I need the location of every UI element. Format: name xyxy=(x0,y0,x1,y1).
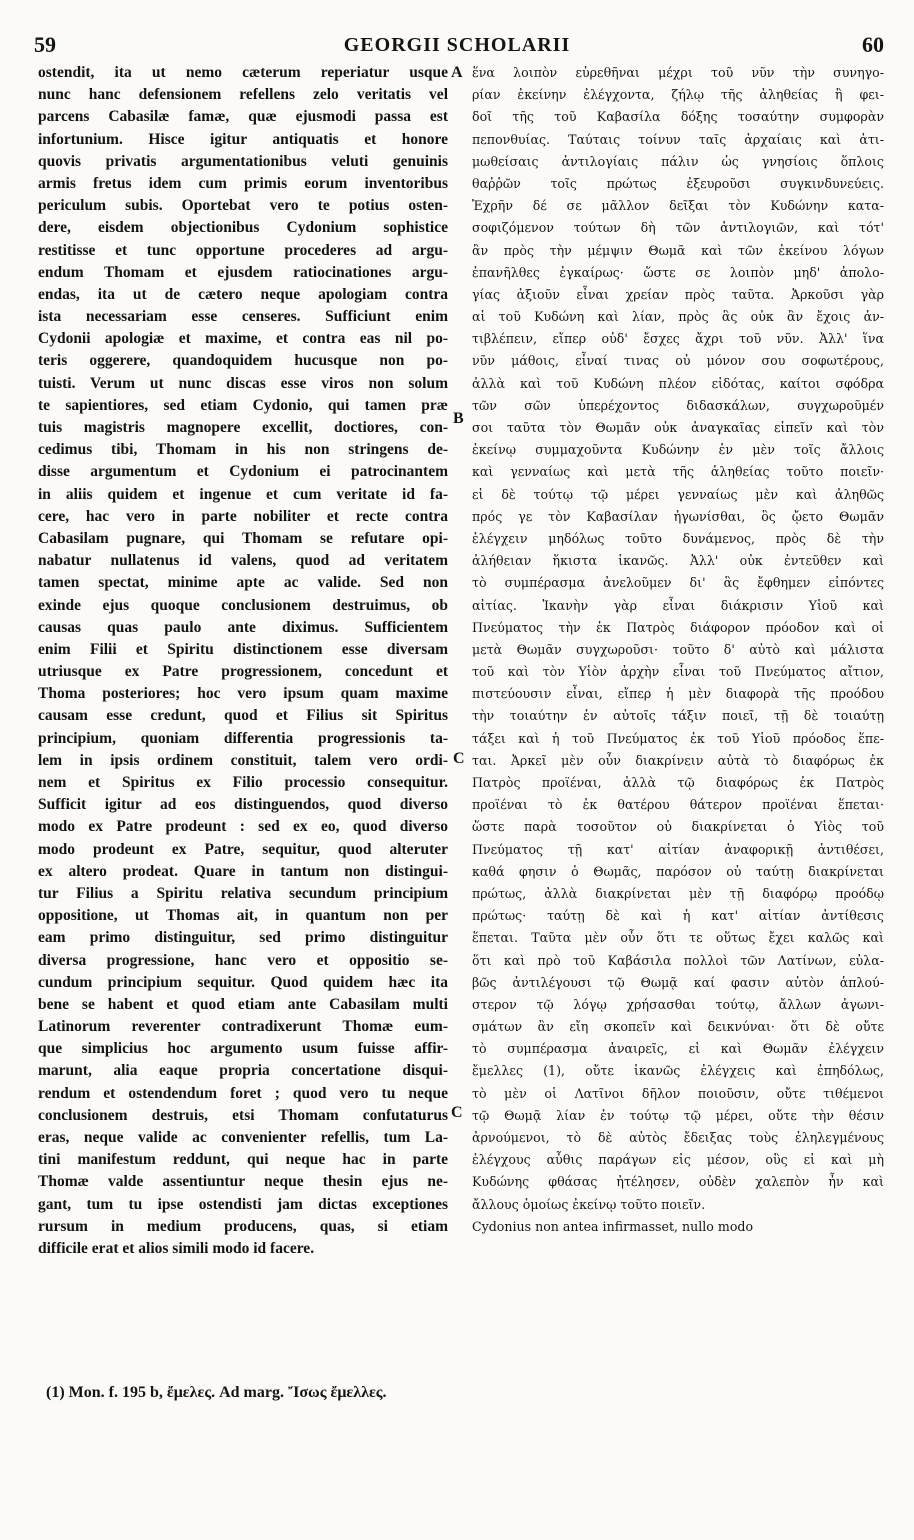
latin-text-line: ostendit, ita ut nemo cæterum reperiatur usque xyxy=(38,64,448,81)
greek-text-line: νῦν μάθοις, εἶναί τινας οὐ μόνον σου σοφωτέρους, xyxy=(472,353,884,369)
greek-text-line: ἂν πρὸς τὴν μέμψιν Θωμᾶ καὶ τῶν ἐκείνου λόγων xyxy=(472,242,884,258)
greek-text-line: ἐκείνῳ συμμαχοῦντα Κυδώνην ἐν μὲν τοῖς ἄλλοις xyxy=(472,442,884,458)
latin-text-line: disse argumentum et Cydonium ei patrocinantem xyxy=(38,463,448,481)
greek-text-line: βῶς ἀντιλέγουσι τῷ Θωμᾷ καί φασιν αὐτὸν ἁπλού- xyxy=(472,974,884,990)
greek-text-line: αἱ τοῦ Κυδώνη καὶ λίαν, πρὸς ἃς οὐκ ἂν ἔχοις ἀν- xyxy=(472,309,884,325)
latin-text-line: tur Filius a Spiritu relativa secundum principium xyxy=(38,884,448,902)
latin-text-line: que simplicius hoc argumento usum fuisse affir- xyxy=(38,1040,448,1058)
latin-text-line: cundum principium sequitur. Quod quidem hæc ita xyxy=(38,973,448,991)
latin-text-line: enim Filii et Spiritu distinctionem esse diversam xyxy=(38,640,448,658)
greek-text-line: Πατρὸς προϊέναι, ἀλλὰ τῷ διαφόρως ἐκ Πατρὸς xyxy=(472,775,884,790)
page-number-right: 60 xyxy=(862,32,884,57)
greek-text-line: προϊέναι τὸ ἐκ θατέρου θάτερον προϊέναι ἕπεται· xyxy=(472,797,884,813)
greek-text-line: πρώτως, ἀλλὰ διακρίνεται μὲν τῇ διαφόρῳ προόδῳ xyxy=(472,885,884,901)
greek-text-line: σμάτων ἂν εἴη σκοπεῖν καὶ δεικνύναι· ὅτι δὲ οὔτε xyxy=(472,1019,884,1035)
latin-text-line: bene se habent et quod etiam ante Cabasilam multi xyxy=(38,995,448,1013)
greek-text-line: τοῦ καὶ τὸν Υἱὸν ἀρχὴν εἶναι τοῦ Πνεύματος αἴτιον, xyxy=(472,664,884,680)
greek-text-line: ἐλέγχειν μηδόλως τοῦτο δυνάμενος, πρὸς δὲ τὴν xyxy=(472,530,884,546)
latin-text-line: causam esse credunt, quod et Filius sit Spiritus xyxy=(38,707,448,725)
latin-text-line: ex altero prodeat. Quare in tantum non distingui- xyxy=(38,862,448,880)
greek-text-line: θαῤῥῶν τοῖς πρώτως ἐξευροῦσι συγκινδυνεύεις. xyxy=(472,175,884,191)
greek-text-line: στερον τῷ λόγῳ χρήσασθαι τούτῳ, ἄλλων ἀγωνι- xyxy=(472,996,884,1012)
latin-text-line: rendum et ostendendum foret ; quod vero tu neque xyxy=(38,1084,448,1102)
latin-text-line: Sufficit igitur ad eos distinguendos, quod diverso xyxy=(38,796,448,814)
latin-text-line: exinde ejus quoque conclusionem destruimus, ob xyxy=(38,596,448,614)
margin-marker-c-second: C xyxy=(451,1104,463,1121)
latin-text-line: tini manifestum reddunt, qui neque hac in parte xyxy=(38,1151,448,1169)
latin-text-line: causas quas paulo ante diximus. Sufficientem xyxy=(38,618,448,636)
greek-text-line: τὴν τοιαύτην ἐν αὐτοῖς τάξιν ποιεῖ, τῇ δὲ τοιαύτῃ xyxy=(472,708,884,724)
latin-text-line: modo ex Patre prodeunt : sed ex eo, quod diverso xyxy=(38,818,448,836)
latin-text-line: tamen spectat, minime apte ac valide. Sed non xyxy=(38,574,448,592)
latin-text-line: nunc hanc defensionem refellens zelo veritatis vel xyxy=(38,86,448,104)
greek-text-line: ὅτι καὶ πρὸ τοῦ Καβάσιλα πολλοὶ τῶν Λατίνων, εὐλα- xyxy=(472,952,884,968)
latin-text-line: lem in ipsis ordinem constituit, talem vero ordi- xyxy=(38,751,448,769)
greek-text-line: Πνεύματος τῇ κατ' αἰτίαν ἀναφορικῇ ἀντιθέσει, xyxy=(472,841,884,857)
greek-text-line: ται. Ἀρκεῖ μὲν οὖν διακρίνειν αὐτὰ τὸ διαφόρως ἐκ xyxy=(472,752,884,768)
latin-text-line: infortunium. Hisce igitur antiquatis et honore xyxy=(38,130,448,148)
latin-text-line: nem et Spiritus ex Filio processio consequitur. xyxy=(38,774,448,791)
latin-text-line: eam primo distinguitur, sed primo distinguitur xyxy=(38,929,448,947)
greek-text-line: τὸ συμπέρασμα ἀνελοῦμεν δι' ἃς ἔφθημεν εἰπόντες xyxy=(472,575,884,591)
greek-text-line: ἀρνούμενοι, τὸ δὲ αὐτὸς ἔδειξας τοὺς ἐληλεγμένους xyxy=(472,1130,884,1145)
footnote: (1) Mon. f. 195 b, ἔμελες. Ad marg. Ἴσως ἔμελλες. xyxy=(46,1384,387,1401)
greek-text-line: ἔμελλες (1), οὔτε ἱκανῶς ἐλέγχεις καὶ ἐπηδόλως, xyxy=(472,1063,884,1079)
latin-text-line: Thomæ valde assentiuntur neque thesin ejus ne- xyxy=(38,1173,448,1191)
greek-text-line: τὸ μὲν οἱ Λατῖνοι δῆλον ποιοῦσιν, οὔτε τιθέμενοι xyxy=(472,1085,884,1101)
latin-text-line: eras, neque valide ac convenienter refellis, tum La- xyxy=(38,1129,448,1146)
greek-text-line: αἰτίας. Ἱκανὴν γὰρ εἶναι διάκρισιν Υἱοῦ καὶ xyxy=(472,597,884,613)
greek-text-line: πεπονθυίας. Ταύταις τοίνυν ταῖς ἀρχαίαις καὶ ἀτι- xyxy=(472,131,884,147)
latin-text-line: difficile erat et alios simili modo id facere. xyxy=(38,1239,315,1257)
latin-text-line: rursum in medium producens, quas, si etiam xyxy=(38,1217,448,1235)
greek-text-line: ἐπανῆλθες ἐγκαίρως· ὥστε σε λοιπὸν μηδ' ἀπολο- xyxy=(472,264,884,280)
latin-text-line: tuis magistris magnopere excellit, doctiores, con- xyxy=(38,419,448,436)
latin-text-line: nabatur nullatenus id valens, quod ad veritatem xyxy=(38,552,448,570)
latin-text-line: Cabasilam pugnare, qui Thomam se refutare opi- xyxy=(38,529,448,547)
greek-text-line: Πνεύματος τὴν ἐκ Πατρὸς διάφορον πρόοδον καὶ οἱ xyxy=(472,619,884,635)
latin-text-line: dere, eisdem objectionibus Cydonium sophistice xyxy=(38,219,448,237)
latin-text-line: gant, tum tu ipse ostendisti jam dictas exceptiones xyxy=(38,1195,448,1213)
greek-text-line: ἀλήθειαν ἥκιστα ἱκανῶς. Ἀλλ' οὐκ ἐντεῦθεν καὶ xyxy=(472,553,884,569)
latin-text-line: quovis privatis argumentationibus veluti genuinis xyxy=(38,152,448,170)
greek-column xyxy=(472,62,884,1238)
latin-column xyxy=(38,62,448,1260)
latin-text-line: utriusque ex Patre progressionem, concedunt et xyxy=(38,663,448,681)
greek-text-line: ἐλέγχους αὖθις παράγων εἰς μέσον, οὓς εἰ καὶ μὴ xyxy=(472,1152,884,1168)
latin-text-line: Latinorum reverenter contradixerunt Thomæ eum- xyxy=(38,1018,448,1036)
greek-text-line: ἕνα λοιπὸν εὑρεθῆναι μέχρι τοῦ νῦν τὴν συνηγο- xyxy=(472,65,884,80)
greek-text-line: ρίαν ἐκείνην ἐλέγχοντα, ζήλῳ τῆς ἀληθείας ἢ φει- xyxy=(472,87,884,103)
greek-text-line: Cydonius non antea infirmasset, nullo modo xyxy=(472,1218,754,1234)
greek-text-line: τάξει καὶ ἡ τοῦ Πνεύματος ἐκ τοῦ Υἱοῦ πρόοδος ἕπε- xyxy=(472,730,884,746)
column-divider xyxy=(461,66,462,1336)
greek-text-line: καὶ γενναίως καὶ μετὰ τῆς ἀληθείας τοῦτο ποιεῖν· xyxy=(472,464,884,480)
latin-text-line: tuisti. Verum ut nunc discas esse viros non solum xyxy=(38,374,448,392)
latin-text-line: principium, quoniam differentia progressionis ta- xyxy=(38,729,448,747)
margin-marker-c: C xyxy=(453,750,465,767)
latin-text-line: cedimus tibi, Thomam in his non stringens de- xyxy=(38,441,448,459)
greek-text-line: ἀλλὰ καὶ τοῦ Κυδώνη πλέον εἰδότας, καίτοι σφόδρα xyxy=(472,375,884,391)
latin-text-line: te sapientiores, sed etiam Cydonio, qui tamen præ xyxy=(38,396,448,414)
latin-text-line: cere, hac vero in parte nobiliter et recte contra xyxy=(38,507,448,525)
greek-text-line: καθά φησιν ὁ Θωμᾶς, παρόσον οὐ ταύτῃ διακρίνεται xyxy=(472,863,884,879)
greek-text-line: τὸ συμπέρασμα ἀναιρεῖς, εἰ καὶ Θωμᾶν ἐλέγχειν xyxy=(472,1041,884,1057)
latin-text-line: endum Thomam et ejusdem ratiocinationes argu- xyxy=(38,263,448,281)
greek-text-line: σοφιζόμενον τούτων δὴ τῶν ἀντιλογιῶν, καὶ τότ' xyxy=(472,220,884,236)
page-header xyxy=(0,32,914,62)
greek-text-line: δοῖ τῆς τοῦ Καβασίλα δόξης τοσαύτην συμφορὰν xyxy=(472,109,884,125)
margin-marker-a: A xyxy=(451,64,463,81)
greek-text-line: μωθείσαις ἀντιλογίαις πάλιν ὡς γνησίοις ὅπλοις xyxy=(472,153,884,169)
latin-text-line: ista necessariam esse censeres. Sufficiunt enim xyxy=(38,308,448,326)
greek-text-line: ἕπεται. Ταῦτα μὲν οὖν ὅτι τε οὕτως ἔχει καλῶς καὶ xyxy=(472,930,884,946)
latin-text-line: teris oggerere, quandoquidem hucusque non po- xyxy=(38,352,448,370)
greek-text-line: ἄλλους ὁμοίως ἐκείνῳ τοῦτο ποιεῖν. xyxy=(472,1196,706,1212)
greek-text-line: ὥστε παρὰ τοσοῦτον οὐ διακρίνεται ὁ Υἱὸς τοῦ xyxy=(472,819,884,835)
greek-text-line: εἰ δὲ τούτῳ τῷ μέρει γενναίως μὲν καὶ ἀληθῶς xyxy=(472,486,884,502)
greek-text-line: τῶν σῶν ὑπερέχοντος διδασκάλων, συγχωροῦμέν xyxy=(472,397,884,413)
latin-text-line: modo prodeunt ex Patre, sequitur, quod alteruter xyxy=(38,840,448,858)
greek-text-line: τιβλέπειν, εἴπερ οὐδ' ἔσχες ἄχρι τοῦ νῦν. Ἀλλ' ἵνα xyxy=(472,331,884,347)
greek-text-line: μετὰ Θωμᾶν συγχωροῦσι· τοῦτο δ' αὐτὸ καὶ μάλιστα xyxy=(472,641,884,657)
latin-text-line: Cydonii apologiæ et maxime, et contra eas nil po- xyxy=(38,330,448,348)
latin-text-line: in aliis quidem et ingenue et cum veritate id fa- xyxy=(38,485,448,503)
latin-text-line: oppositione, ut Thomas ait, in quantum non per xyxy=(38,907,448,925)
greek-text-line: τῷ Θωμᾷ λίαν ἐν τούτῳ τῷ μέρει, οὔτε τὴν θέσιν xyxy=(472,1107,884,1123)
latin-text-line: conclusionem destruis, etsi Thomam confutaturus xyxy=(38,1106,448,1124)
latin-text-line: Thoma posteriores; hoc vero ipsum quam maxime xyxy=(38,685,448,703)
greek-text-line: Ἐχρῆν δέ σε μᾶλλον δεῖξαι τὸν Κυδώνην κατα- xyxy=(472,198,884,214)
greek-text-line: πιστεύουσιν εἶναι, εἴπερ ἡ μὲν διαφορὰ τῆς προόδου xyxy=(472,686,884,702)
greek-text-line: πρός γε τὸν Καβασίλαν ἠγωνίσθαι, ὃς ᾤετο Θωμᾶν xyxy=(472,508,884,524)
latin-text-line: parcens Cabasilæ famæ, quæ ejusmodi passa est xyxy=(38,108,448,126)
running-title: GEORGII SCHOLARII xyxy=(343,34,571,56)
latin-text-line: restitisse et tunc opportune procederes ad argu- xyxy=(38,241,448,259)
latin-text-line: diversa progressione, hanc vero et oppositio se- xyxy=(38,951,448,969)
latin-text-line: endas, ita ut de cætero neque apologiam contra xyxy=(38,285,448,303)
latin-text-line: armis fretus idem cum primis eorum inventoribus xyxy=(38,174,448,192)
greek-text-line: πρώτως· ταύτῃ δὲ καὶ ἡ κατ' αἰτίαν ἀντίθεσις xyxy=(472,908,884,924)
latin-text-line: marunt, alia eaque propria concertatione disqui- xyxy=(38,1062,448,1080)
margin-marker-b: B xyxy=(453,410,464,427)
greek-text-line: Κυδώνης φθάσας ἠτέλησεν, οὐδὲν χαλεπὸν ἦν καὶ xyxy=(472,1174,884,1190)
page-number-left: 59 xyxy=(34,32,56,57)
latin-text-line: periculum subis. Oportebat vero te potius osten- xyxy=(38,197,448,215)
greek-text-line: σοι ταῦτα τὸν Θωμᾶν οὐκ ἀναγκαῖας εἰπεῖν καὶ τὸν xyxy=(472,420,884,435)
greek-text-line: γίας ἀξιοῦν εἶναι χρείαν πρὸς ταῦτα. Ἀρκοῦσι γὰρ xyxy=(472,286,884,302)
